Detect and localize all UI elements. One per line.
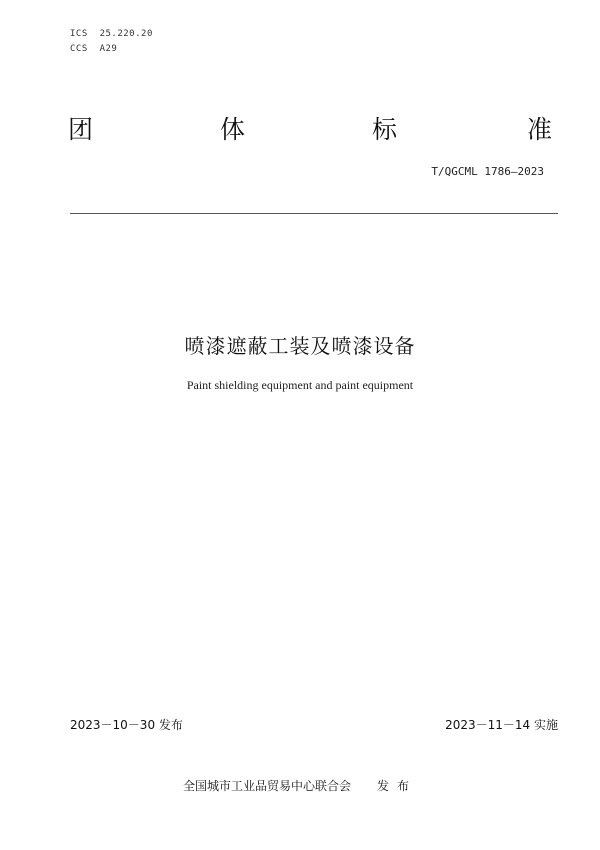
header-divider bbox=[70, 213, 558, 214]
document-title-en: Paint shielding equipment and paint equipment bbox=[186, 378, 414, 392]
ccs-code: CCS A29 bbox=[70, 44, 118, 54]
standard-type-char: 体 bbox=[220, 115, 246, 144]
standard-number: T/QGCML 1786—2023 bbox=[431, 165, 544, 178]
issue-date: 2023－10－30 发布 bbox=[70, 718, 183, 732]
document-title-cn: 喷漆遮蔽工装及喷漆设备 bbox=[184, 334, 416, 358]
publisher-block bbox=[0, 777, 600, 794]
ics-code: ICS 25.220.20 bbox=[70, 29, 153, 39]
standard-type-char: 准 bbox=[527, 115, 553, 144]
standard-type-char: 标 bbox=[372, 115, 398, 144]
standard-type-char: 团 bbox=[68, 115, 94, 144]
publisher-name: 全国城市工业品贸易中心联合会 bbox=[182, 779, 351, 793]
implementation-date: 2023－11－14 实施 bbox=[445, 718, 558, 732]
publish-label: 发布 bbox=[377, 779, 418, 793]
